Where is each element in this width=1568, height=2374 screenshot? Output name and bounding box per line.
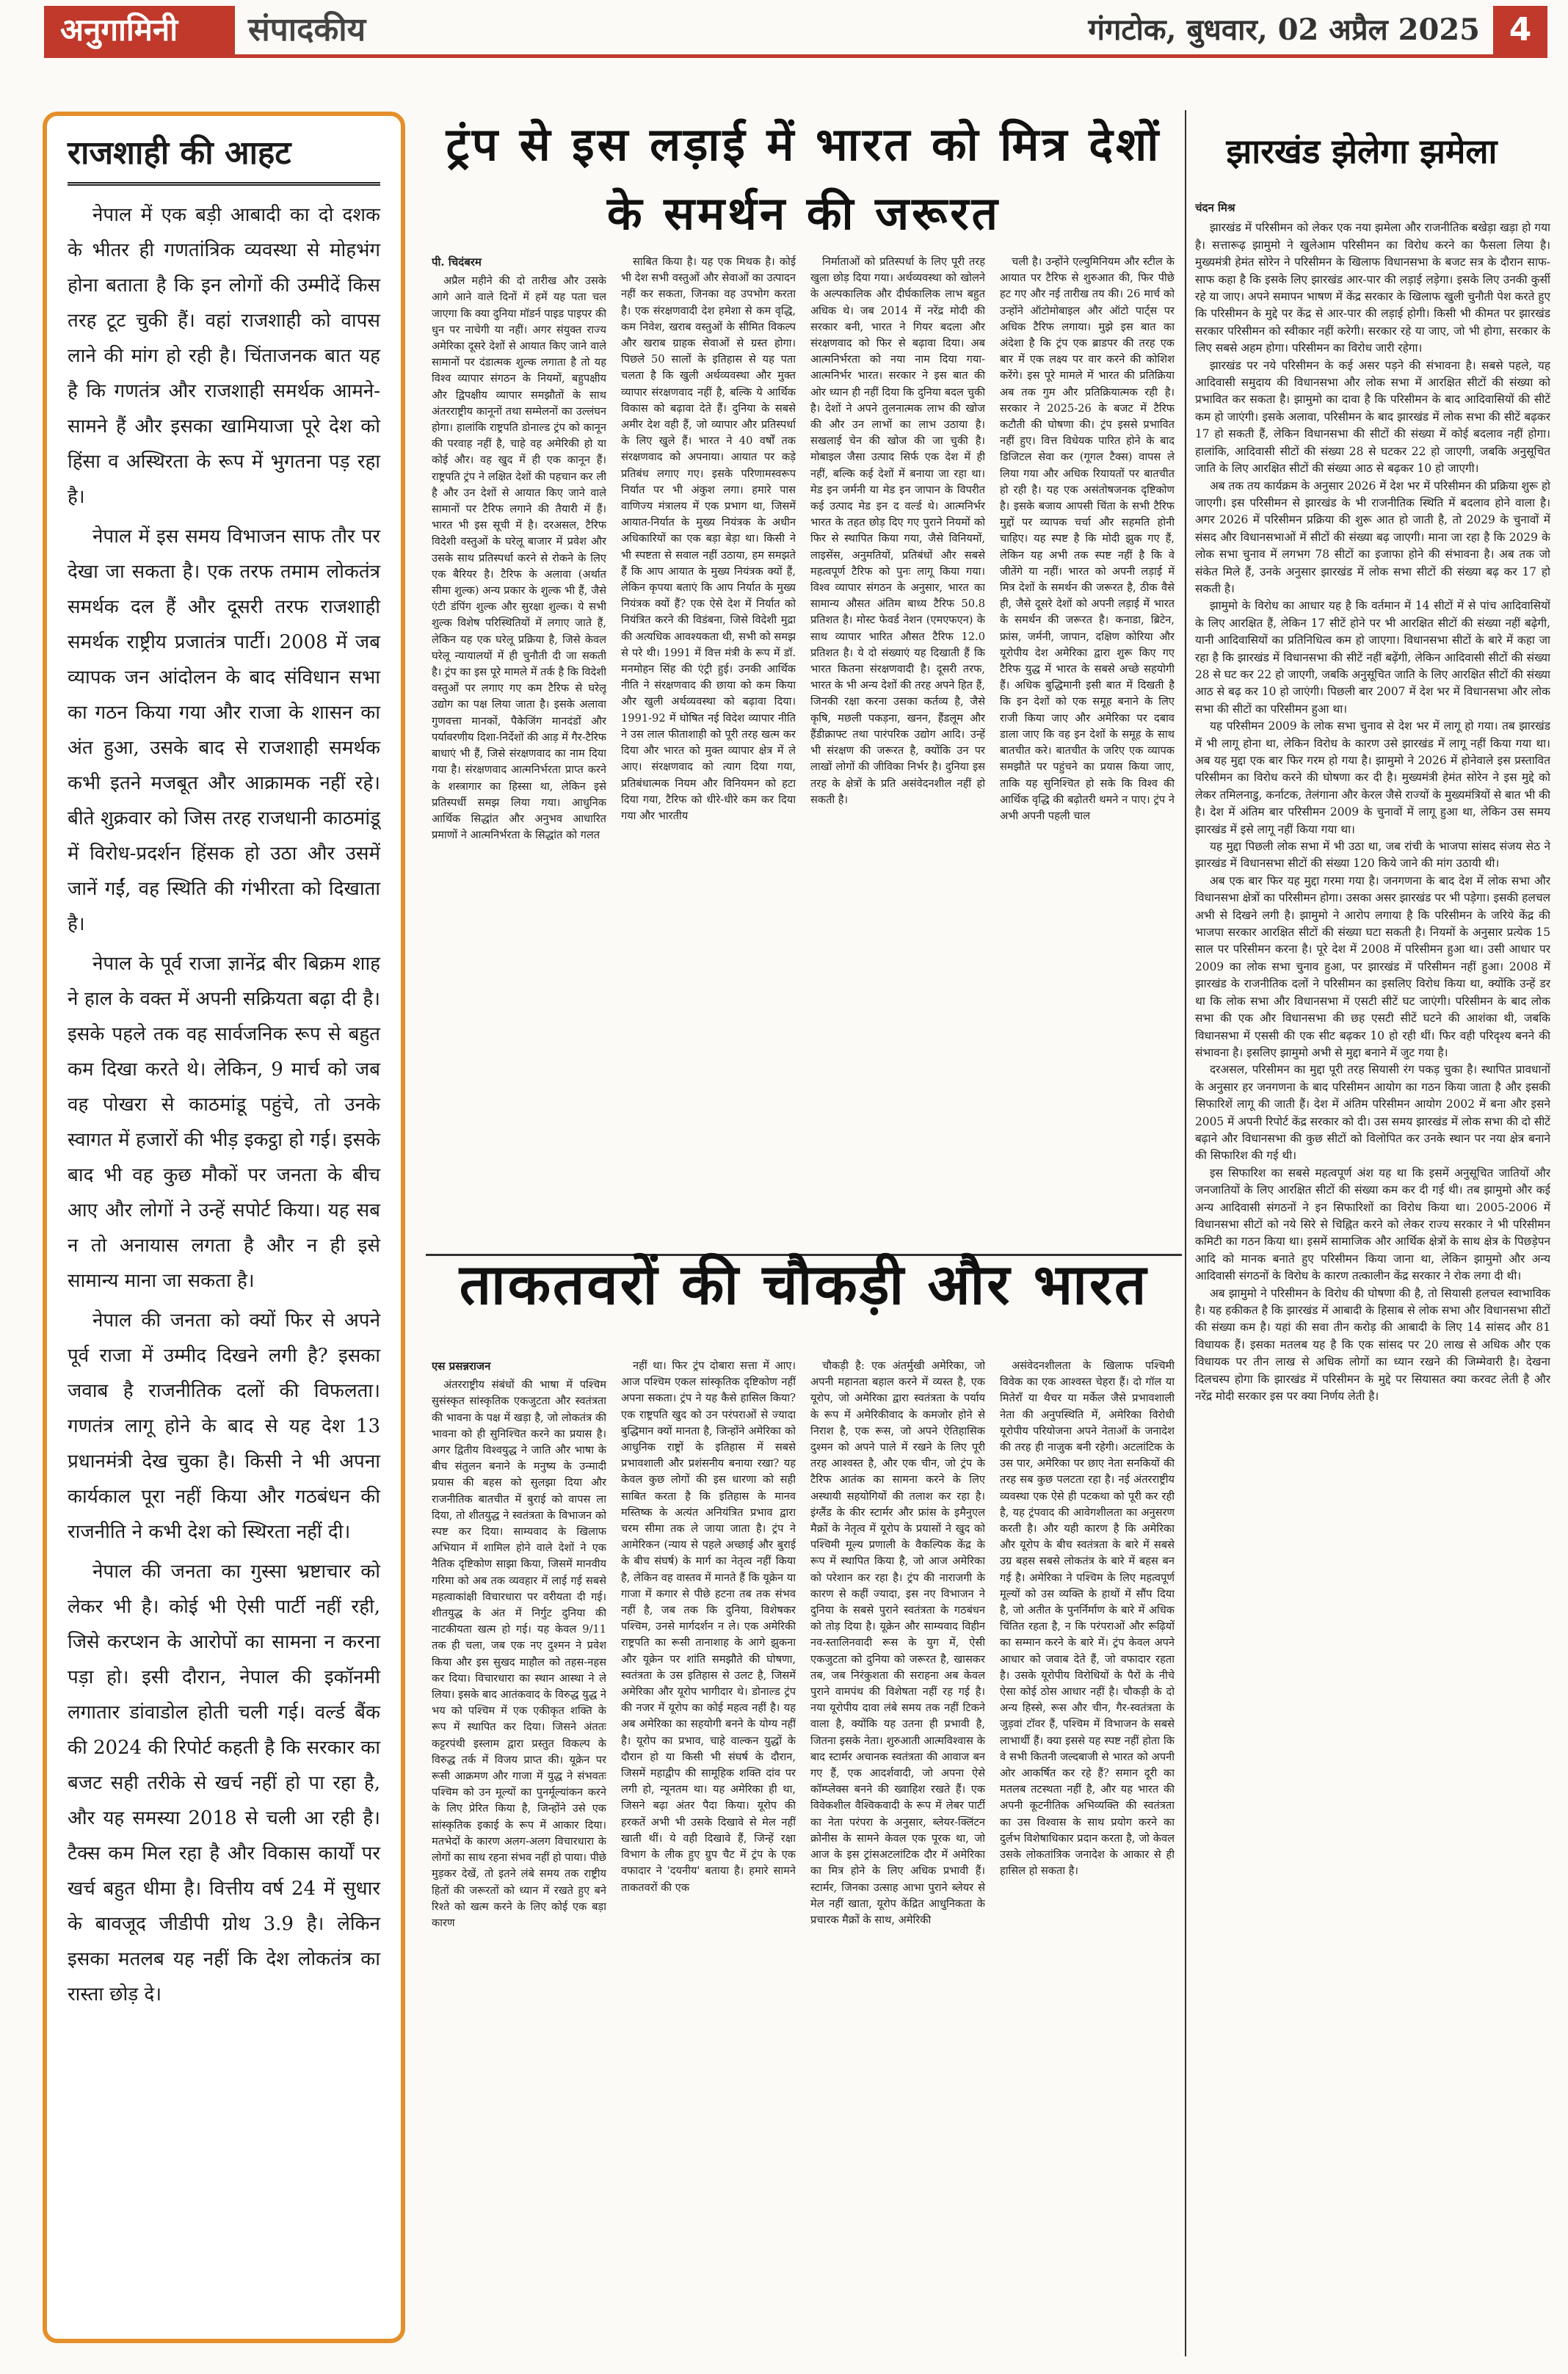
- right-article-paragraph: अब एक बार फिर यह मुद्दा गरमा गया है। जनगणना के बाद देश में लोक सभा और विधानसभा क्षेत्रों का परिसीमन होगा। उसका असर झारखंड पर भी पड़ेगा। इसकी हलचल अभी से दिखने लगी है। झामुमो ने आरोप लगाया है कि परिसीमन के जरिये केंद्र की भाजपा सरकार आरक्षित सीटों की संख्या घटा सकती है। नियमों के अनुसार प्रत्येक 15 साल पर परिसीमन करना है। पूरे देश में 2008 में परिसीमन हुआ था। उसी आधार पर 2009 का लोक सभा चुनाव हुआ, पर झारखंड में परिसीमन नहीं हुआ। 2008 में झारखंड के राजनीतिक दलों ने परिसीमन का इसलिए विरोध किया था, क्योंकि उन्हें डर था कि लोक सभा और विधानसभा में एसटी सीटें घट जाएंगी। परिसीमन के बाद लोक सभा की एक और विधानसभा की छह एसटी सीटें घटने की आशंका थी, जबकि विधानसभा में एससी की एक सीट बढ़कर 10 हो रही थीं। फिर वही परिदृश्य बनने की संभावना है। इसलिए झामुमो अभी से मुद्दा बनाने में जुट गया है।: [1195, 874, 1550, 1059]
- middle-article-byline: एस प्रसन्नराजन: [432, 1360, 491, 1373]
- top-article-column-3: [810, 254, 985, 1245]
- left-editorial-box: [43, 112, 405, 2343]
- middle-article-text: असंवेदनशीलता के खिलाफ पश्चिमी विवेक का एक आश्वस्त चेहरा हैं। दो गॉल या मितेरॉं या थैचर या मर्केल जैसे प्रभावशाली नेता की अनुपस्थिति में, अमेरिका विरोधी यूरोपीय परियोजना अपने नेताओं के जनादेश की तरह ही नाजुक बनी रहेगी। अटलांटिक के उस पार, अमेरिका पर छाए नेता सनकियों की तरह सब कुछ पलटता रहा है। नई अंतरराष्ट्रीय व्यवस्था एक ऐसे ही पटकथा को पूरी कर रही है, यह ट्रंपवाद की आवेगशीलता का अनुसरण करती है। और यही कारण है कि अमेरिका और यूरोप के बीच स्वतंत्रता के बारे में सबसे उग्र बहस सबसे लोकतंत्र के बारे में बहस बन गई है। अमेरिका ने पश्चिम के लिए महत्वपूर्ण मूल्यों को उस व्यक्ति के हाथों में सौंप दिया है, जो अतीत के पुनर्निर्माण के बारे में अधिक चिंतित रहता है, न कि परंपराओं और रूढ़ियों का सम्मान करने के बारे में। ट्रंप केवल अपने आधार को जवाब देते हैं, जो वफादार रहता है। उसके यूरोपीय विरोधियों के पैरों के नीचे ऐसा कोई ठोस आधार नहीं है। चौकड़ी के दो अन्य हिस्से, रूस और चीन, गैर-स्वतंत्रता के जुड़वां टॉवर हैं, पश्चिम में विभाजन के सबसे लाभार्थी हैं। क्या इससे यह स्पष्ट नहीं होता कि वे सभी कितनी जल्दबाजी से भारत को अपनी ओर आकर्षित कर रहे हैं? समान दूरी का मतलब तटस्थता नहीं है, और यह भारत की अपनी कूटनीतिक अभिव्यक्ति की स्वतंत्रता का उस विश्वास के साथ प्रयोग करने का दुर्लभ विशेषाधिकार प्रदान करता है, जो केवल उसके लोकतांत्रिक जनादेश के आकार से ही हासिल हो सकता है।: [1000, 1360, 1175, 1878]
- middle-article-headline: ताकतवरों की चौकड़ी और भारत: [459, 1252, 1149, 1317]
- page-number: 4: [1493, 6, 1547, 54]
- top-article-text: साबित किया है। यह एक मिथक है। कोई भी देश सभी वस्तुओं और सेवाओं का उत्पादन नहीं कर सकता, जिनका वह उपभोग करता है। एक संरक्षणवादी देश हमेशा से कम वृद्धि, कम निवेश, खराब वस्तुओं के सीमित विकल्प और खराब ग्राहक सेवाओं से ग्रस्त होगा। पिछले 50 सालों के इतिहास से यह पता चलता है कि खुली अर्थव्यवस्था और मुक्त व्यापार संरक्षणवाद नहीं है, बल्कि ये आर्थिक विकास को बढ़ावा देते हैं। दुनिया के सबसे अमीर देश वही हैं, जो व्यापार और प्रतिस्पर्धा के लिए खुले हैं। भारत ने 40 वर्षों तक संरक्षणवाद को अपनाया। आयात पर कड़े प्रतिबंध लगाए गए। इसके परिणामस्वरूप निर्यात पर भी अंकुश लगा। हमारे पास वाणिज्य मंत्रालय में एक प्रभाग था, जिसमें आयात-निर्यात के मुख्य नियंत्रक के अधीन अधिकारियों का एक बड़ा बेड़ा था। किसी ने भी स्पष्टता से सवाल नहीं उठाया, हम समझते हैं कि आप आयात के मुख्य नियंत्रक क्यों हैं, लेकिन कृपया बताएं कि आप निर्यात के मुख्य नियंत्रक क्यों हैं? एक ऐसे देश में निर्यात को नियंत्रित करने की विडंबना, जिसे विदेशी मुद्रा की अत्यधिक आवश्यकता थी, सभी को समझ से परे थी। 1991 में वित्त मंत्री के रूप में डॉ. मनमोहन सिंह की एंट्री हुई। उनकी आर्थिक नीति ने संरक्षणवाद की छाया को कम किया और खुली अर्थव्यवस्था को बढ़ावा दिया। 1991-92 में घोषित नई विदेश व्यापार नीति ने उस लाल फीताशाही को पूरी तरह खत्म कर दिया और भारत को मुक्त व्यापार क्षेत्र में ले आए। संरक्षणवाद को त्याग दिया गया, प्रतिबंधात्मक नियम और विनियमन को हटा दिया गया, टैरिफ को धीरे-धीरे कम कर दिया गया और भारतीय: [621, 255, 796, 822]
- top-article-text: चली है। उन्होंने एल्युमिनियम और स्टील के आयात पर टैरिफ से शुरुआत की, फिर पीछे हट गए और नई तारीख तय की। 26 मार्च को उन्होंने ऑटोमोबाइल और ऑटो पार्ट्स पर अधिक टैरिफ लगाया। मुझे इस बात का अंदेशा है कि ट्रंप एक ब्राडपर की तरह एक बार में एक लक्ष्य पर वार करने की कोशिश करेंगे। इस पूरे मामले में भारत की प्रतिक्रिया अब तक गुम और प्रतिक्रियात्मक रही है। सरकार ने 2025-26 के बजट में टैरिफ कटौती की घोषणा की। ट्रंप इससे प्रभावित नहीं हुए। वित्त विधेयक पारित होने के बाद डिजिटल सेवा कर (गूगल टैक्स) वापस ले लिया गया और अधिक रियायतों पर बातचीत हो रही है। यह एक असंतोषजनक दृष्टिकोण है। इसके बजाय आपसी चिंता के सभी टैरिफ मुद्दों पर व्यापक चर्चा और सहमति होनी चाहिए। यह स्पष्ट है कि मोदी झुक गए हैं, लेकिन यह अभी तक स्पष्ट नहीं है कि वे जीतेंगे या नहीं। भारत को अपनी लड़ाई में मित्र देशों के समर्थन की जरूरत है, ठीक वैसे ही, जैसे दूसरे देशों को अपनी लड़ाई में भारत के समर्थन की जरूरत है। कनाडा, ब्रिटेन, फ्रांस, जर्मनी, जापान, दक्षिण कोरिया और यूरोपीय देश अमेरिका द्वारा शुरू किए गए टैरिफ युद्ध में भारत के सबसे अच्छे सहयोगी हैं। अधिक बुद्धिमानी इसी बात में दिखती है कि इन देशों को एक समूह बनाने के लिए राजी किया जाए और अमेरिका पर दबाव डाला जाए कि वह इन देशों के समूह के साथ बातचीत करे। बातचीत के जरिए एक व्यापक समझौते पर पहुंचने का प्रयास किया जाए, ताकि यह सुनिश्चित हो सके कि विश्व की आर्थिक वृद्धि की बढ़ोतरी थमने न पाए। ट्रंप ने अभी अपनी पहली चाल: [1000, 255, 1175, 822]
- right-article-paragraph: यह मुद्दा पिछली लोक सभा में भी उठा था, जब रांची के भाजपा सांसद संजय सेठ ने झारखंड में विधानसभा सीटों की संख्या 120 किये जाने की मांग उठायी थी।: [1195, 840, 1550, 871]
- middle-article-column-4: [1000, 1358, 1175, 2364]
- column-rule: [1185, 110, 1186, 2356]
- middle-article-text: नहीं था। फिर ट्रंप दोबारा सत्ता में आए। आज पश्चिम एकल सांस्कृतिक दृष्टिकोण नहीं अपना सकता। ट्रंप ने यह कैसे हासिल किया? एक राष्ट्रपति खुद को उन परंपराओं से ज्यादा बुद्धिमान क्यों मानता है, जिन्होंने अमेरिका को आधुनिक राष्ट्रों के इतिहास में सबसे प्रभावशाली और प्रशंसनीय बनाया रखा? यह केवल कुछ लोगों की इस धारणा को सही साबित करता है कि इतिहास के मानव मस्तिष्क के अत्यंत अनियंत्रित प्रभाव द्वारा चरम सीमा तक ले जाया जाता है। ट्रंप ने आमेरिकन (न्याय से पहले अच्छाई और बुराई के बीच संघर्ष) के मार्ग का नेतृत्व नहीं किया है, लेकिन वह वास्तव में मानते हैं कि यूक्रेन या गाजा में कगार से पीछे हटना तब तक संभव नहीं है, जब तक कि दुनिया, विशेषकर पश्चिम, उनसे मार्गदर्शन न ले। एक अमेरिकी राष्ट्रपति का रूसी तानाशाह के आगे झुकना और यूक्रेन पर शांति समझौते की घोषणा, स्वतंत्रता के उस इतिहास से उलट है, जिसमें अमेरिका और यूरोप भागीदार थे। डोनाल्ड ट्रंप की नजर में यूरोप का कोई महत्व नहीं है। यह अब अमेरिका का सहयोगी बनने के योग्य नहीं है। यूरोप का प्रभाव, चाहे वाल्कन युद्धों के दौरान हो या किसी भी संघर्ष के दौरान, जिसमें महाद्वीप की सामूहिक शक्ति दांव पर लगी हो, न्यूनतम था। यह अमेरिका ही था, जिसने बढ़ा अंतर पैदा किया। यूरोप की हरकतें अभी भी उसके दिखावे से मेल नहीं खाती थीं। ये वही दिखावे हैं, जिन्हें रक्षा विभाग के लीक हुए ग्रुप चैट में ट्रंप के एक वफादार ने 'दयनीय' बताया है। हमारे सामने ताकतवरों की एक: [621, 1360, 796, 1894]
- right-article-body: [1195, 200, 1550, 2365]
- right-article-paragraph: दरअसल, परिसीमन का मुद्दा पूरी तरह सियासी रंग पकड़ चुका है। स्थापित प्रावधानों के अनुसार हर जनगणना के बाद परिसीमन आयोग का गठन किया जाता है और इसकी सिफारिशें लागू की जाती हैं। देश में अंतिम परिसीमन आयोग 2002 में बना और इसने 2005 में अपनी रिपोर्ट केंद्र सरकार को दी। उस समय झारखंड में लोक सभा की दो सीटें बढ़ाने और विधानसभा की कुछ सीटों को विलोपित कर उनके स्थान पर नया क्षेत्र बनाने की सिफारिश की गई थी।: [1195, 1063, 1550, 1163]
- top-article-text: निर्माताओं को प्रतिस्पर्धा के लिए पूरी तरह खुला छोड़ दिया गया। अर्थव्यवस्था को खोलने के अल्पकालिक और दीर्घकालिक लाभ बहुत अधिक थे। जब 2014 में नरेंद्र मोदी की सरकार बनी, भारत ने गियर बदला और संरक्षणवाद को फिर से बढ़ावा दिया। अब आत्मनिर्भरता को नया नाम दिया गया- आत्मनिर्भर भारत। सरकार ने इस बात की ओर ध्यान ही नहीं दिया कि दुनिया बदल चुकी है। देशों ने अपने तुलनात्मक लाभ की खोज की और उन लाभों का लाभ उठाया है। सखलाई चेन की खोज की जा चुकी है। मोबाइल जैसा उत्पाद सिर्फ एक देश में ही नहीं, बल्कि कई देशों में बनाया जा रहा था। मेड इन जर्मनी या मेड इन जापान के विपरीत कई उत्पाद मेड इन द वर्ल्ड थे। आत्मनिर्भर भारत के तहत छोड़ दिए गए पुराने नियमों को फिर से स्थापित किया गया, जैसे विनियमों, लाइसेंस, अनुमतियों, प्रतिबंधों और सबसे महत्वपूर्ण टैरिफ को पुनः लागू किया गया। विश्व व्यापार संगठन के अनुसार, भारत का सामान्य औसत अंतिम बाध्य टैरिफ 50.8 प्रतिशत है। मोस्ट फेवर्ड नेशन (एमएफएन) के साथ व्यापार भारित औसत टैरिफ 12.0 प्रतिशत है। ये दो संख्याएं यह दिखाती हैं कि भारत कितना संरक्षणवादी है। दूसरी तरफ, भारत के भी अन्य देशों की तरह अपने हित हैं, जिनकी रक्षा करना उसका कर्तव्य है, जैसे कृषि, मछली पकड़ना, खनन, हैंडलूम और हैंडीक्राफ्ट तथा पारंपरिक उद्योग आदि। उन्हें भी संरक्षण की जरूरत है, क्योंकि उन पर लाखों लोगों की जीविका निर्भर है। दुनिया इस तरह के क्षेत्रों के प्रति असंवेदनशील नहीं हो सकती है।: [810, 255, 985, 806]
- middle-article-text: अंतरराष्ट्रीय संबंधों की भाषा में पश्चिम सुसंस्कृत सांस्कृतिक एकजुटता और स्वतंत्रता की भावना के पक्ष में खड़ा है, जो लोकतंत्र की भावना को ही सुनिश्चित करने का प्रयास है। अगर द्वितीय विश्वयुद्ध ने जाति और भाषा के बीच संतुलन बनाने के मनुष्य के उन्मादी प्रयास की बहस को सुलझा दिया और राजनीतिक बातचीत में बुराई को वापस ला दिया, तो शीतयुद्ध ने स्वतंत्रता के विभाजन को स्पष्ट कर दिया। साम्यवाद के खिलाफ अभियान में शामिल होने वाले देशों ने एक नैतिक दृष्टिकोण साझा किया, जिसमें मानवीय गरिमा को अब तक व्यवहार में लाई गई सबसे महत्वाकांक्षी विचारधारा पर वरीयता दी गई। शीतयुद्ध के अंत में निर्गुट दुनिया की नाटकीयता खत्म हो गई। यह केवल 9/11 तक ही चला, जब एक नए दुश्मन ने प्रवेश किया और इस सुखद माहौल को तहस-नहस कर दिया। विचारधारा का स्थान आस्था ने ले लिया। इसके बाद आतंकवाद के विरुद्ध युद्ध ने भय को पश्चिम में एक एकीकृत शक्ति के रूप में स्थापित कर दिया। जिसने अंततः कट्टरपंथी इस्लाम द्वारा प्रस्तुत विकल्प के विरुद्ध तर्क में विजय प्राप्त की। यूक्रेन पर रूसी आक्रमण और गाजा में युद्ध ने संभवतः पश्चिम को उन मूल्यों का पुनर्मूल्यांकन करने के लिए प्रेरित किया है, जिन्होंने उसे एक सांस्कृतिक इकाई के रूप में आकार दिया। मतभेदों के कारण अलग-अलग विचारधारा के लोगों का साथ रहना संभव नहीं हो पाया। पीछे मुड़कर देखें, तो इतने लंबे समय तक राष्ट्रीय हितों की जरूरतों को ध्यान में रखते हुए बने रिश्ते को खत्म करने के लिए कोई एक बड़ा कारण: [432, 1379, 606, 1929]
- dateline: गंगटोक, बुधवार, 02 अप्रैल 2025: [1088, 12, 1480, 47]
- right-article-paragraph: अब तक तय कार्यक्रम के अनुसार 2026 में देश भर में परिसीमन की प्रक्रिया शुरू हो जाएगी। इस परिसीमन से झारखंड के भी राजनीतिक स्थिति में बदलाव होने वाला है। अगर 2026 में परिसीमन प्रक्रिया की शुरू आत हो जाती है, तो 2029 के चुनावों में संसद और विधानसभाओं में सीटों की संख्या बढ़ जाएगी। माना जा रहा है कि 2029 के लोक सभा चुनाव में लगभग 78 सीटों का इजाफा होने की संभावना है। अब तक जो संकेत मिले हैं, उनके अनुसार झारखंड में लोक सभा सीटों की संख्या बढ़ कर 17 हो सकती है।: [1195, 479, 1550, 595]
- middle-article-column-3: [810, 1358, 985, 2364]
- left-editorial-title: राजशाही की आहट: [68, 129, 380, 186]
- left-editorial-paragraph: नेपाल की जनता का गुस्सा भ्रष्टाचार को लेकर भी है। कोई भी ऐसी पार्टी नहीं रही, जिसे करप्शन के आरोपों का सामना न करना पड़ा हो। इसी दौरान, नेपाल की इकॉनमी लगातार डांवाडोल होती चली गई। वर्ल्ड बैंक की 2024 की रिपोर्ट कहती है कि सरकार का बजट सही तरीके से खर्च नहीं हो पा रहा है, और यह समस्या 2018 से चली आ रही है। टैक्स कम मिल रहा है और विकास कार्यों पर खर्च बहुत धीमा है। वित्तीय वर्ष 24 में सुधार के बावजूद जीडीपी ग्रोथ 3.9 है। लेकिन इसका मतलब यह नहीं कि देश लोकतंत्र का रास्ता छोड़ दे।: [68, 1561, 380, 2005]
- right-article-paragraph: झामुमो के विरोध का आधार यह है कि वर्तमान में 14 सीटों में से पांच आदिवासियों के लिए आरक्षित हैं, लेकिन 17 सीटें होने पर भी आरक्षित सीटों की संख्या नहीं बढ़ेगी, यानी आदिवासियों का प्रतिनिधित्व कम हो जाएगा। विधानसभा सीटों के बारे में कहा जा रहा है कि झारखंड में विधानसभा की सीटें नहीं बढ़ेंगी, लेकिन आदिवासी सीटों की संख्या 28 से घट कर 22 हो जाएगी, जबकि अनुसूचित जाति के लिए आरक्षित सीटों की संख्या आठ से बढ़ कर 10 हो जाएंगी। पिछली बार 2007 में देश भर में विधानसभा और लोक सभा की सीटों का परिसीमन हुआ था।: [1195, 599, 1550, 716]
- left-editorial-paragraph: नेपाल की जनता को क्यों फिर से अपने पूर्व राजा में उम्मीद दिखने लगी है? इसका जवाब है राजनीतिक दलों की विफलता। गणतंत्र लागू होने के बाद से यह देश 13 प्रधानमंत्री देख चुका है। किसी ने भी अपना कार्यकाल पूरा नहीं किया और गठबंधन की राजनीति ने कभी देश को स्थिरता नहीं दी।: [68, 1310, 380, 1543]
- top-article-text: अप्रैल महीने की दो तारीख और उसके आगे आने वाले दिनों में हमें यह पता चल जाएगा कि क्या दुनिया मॉडर्न पाइड पाइपर की धुन पर नाचेगी या नहीं। अगर संयुक्त राज्य अमेरिका दूसरे देशों से आयात किए जाने वाले सामानों पर दंडात्मक शुल्क लगाता है तो यह विश्व व्यापार संगठन के नियमों, बहुपक्षीय और द्विपक्षीय व्यापार समझौतों के साथ अंतरराष्ट्रीय कानूनों तथा सम्मेलनों का उल्लंघन होगा। हालांकि राष्ट्रपति डोनाल्ड ट्रंप को कानून की परवाह नहीं है, चाहे वह अमेरिकी हो या कोई और। वह खुद में ही एक कानून हैं। राष्ट्रपति ट्रंप ने लक्षित देशों की पहचान कर ली है और उन देशों से आयात किए जाने वाले सामानों पर टैरिफ लगाने की तैयारी में हैं। भारत भी इस सूची में है। दरअसल, टैरिफ विदेशी वस्तुओं के घरेलू बाजार में प्रवेश और उसके साथ प्रतिस्पर्धा करने से रोकने के लिए एक बैरियर है। टैरिफ के अलावा (अर्थात सीमा शुल्क) अन्य प्रकार के शुल्क भी हैं, जैसे एंटी डंपिंग शुल्क और सुरक्षा शुल्क। ये सभी शुल्क विशेष परिस्थितियों में लगाए जाते हैं, लेकिन यह एक घरेलू प्रक्रिया है, जिसे केवल घरेलू न्यायालयों में ही चुनौती दी जा सकती है। ट्रंप का इस पूरे मामले में तर्क है कि विदेशी वस्तुओं पर लगाए गए कम टैरिफ से घरेलू उद्योग का पक्ष लिया जाता है। इसके अलावा गुणवत्ता मानकों, पैकेजिंग मानदंडों और पर्यावरणीय दिशा-निर्देशों की आड़ में गैर-टैरिफ बाधाएं भी हैं, जिसे संरक्षणवाद का नाम दिया गया है। संरक्षणवाद आत्मनिर्भरता प्राप्त करने के शस्त्रागार का हिस्सा था, लेकिन इसे प्रतिस्पर्धी समझ लिया गया। आधुनिक आर्थिक सिद्धांत और अनुभव आधारित प्रमाणों ने आत्मनिर्भरता के सिद्धांत को गलत: [432, 275, 606, 842]
- top-article-byline: पी. चिदंबरम: [432, 255, 482, 269]
- newspaper-brand: अनुगामिनी: [44, 6, 235, 54]
- top-article-column-1: [432, 254, 606, 1245]
- left-editorial-paragraph: नेपाल में इस समय विभाजन साफ तौर पर देखा जा सकता है। एक तरफ तमाम लोकतंत्र समर्थक दल हैं और दूसरी तरफ राजशाही समर्थक राष्ट्रीय प्रजातंत्र पार्टी। 2008 में जब व्यापक जन आंदोलन के बाद संविधान सभा का गठन किया गया और राजा के शासन का अंत हुआ, उसके बाद से राजशाही समर्थक कभी इतने मजबूत और आक्रामक नहीं रहे। बीते शुक्रवार को जिस तरह राजधानी काठमांडू में विरोध-प्रदर्शन हिंसक हो उठा और उसमें जानें गईं, वह स्थिति की गंभीरता को दिखाता है।: [68, 526, 380, 935]
- right-article-paragraph: इस सिफारिश का सबसे महत्वपूर्ण अंश यह था कि इसमें अनुसूचित जातियों और जनजातियों के लिए आरक्षित सीटों की संख्या कम कर दी गई थी। तब झामुमो और कई अन्य आदिवासी संगठनों ने इन सिफारिशों का विरोध किया था। 2005-2006 में विधानसभा सीटों को नये सिरे से चिह्नित करने को लेकर राज्य सरकार ने भी परिसीमन कमिटी का गठन किया था। इसमें सामाजिक और आर्थिक क्षेत्रों के साथ क्षेत्र के पिछड़ेपन आदि को मानक बनाते हुए परिसीमन किया जाना था, लेकिन झामुमो और अन्य आदिवासी संगठनों के विरोध के कारण तत्कालीन केंद्र सरकार ने रोक लगा दी थी।: [1195, 1166, 1550, 1283]
- middle-article-column-1: [432, 1358, 606, 2364]
- section-title: संपादकीय: [248, 11, 366, 48]
- top-article-column-2: [621, 254, 796, 1245]
- middle-article-text: चौकड़ी है: एक अंतर्मुखी अमेरिका, जो अपनी महानता बहाल करने में व्यस्त है, एक यूरोप, जो अमेरिका द्वारा स्वतंत्रता के पर्याय के रूप में अमेरिकीवाद के कमजोर होने से निराश है, एक रूस, जो अपने ऐतिहासिक दुश्मन को अपने पाले में रखने के लिए पूरी तरह आश्वस्त है, और एक चीन, जो ट्रंप के टैरिफ आतंक का सामना करने के लिए अस्थायी सहयोगियों की तलाश कर रहा है। इंग्लैंड के कीर स्टार्मर और फ्रांस के इमैनुएल मैक्रों के नेतृत्व में यूरोप के प्रयासों ने खुद को पश्चिमी मूल्य प्रणाली के वैकल्पिक केंद्र के रूप में स्थापित किया है, जो आज अमेरिका को परेशान कर रहा है। ट्रंप की नाराजगी के कारण से कहीं ज्यादा, इस नए विभाजन ने दुनिया के सबसे पुराने स्वतंत्रता के गठबंधन को तोड़ दिया है। यूक्रेन और साम्यवाद विहीन नव-स्तालिनवादी रूस के युग में, ऐसी एकजुटता को दुनिया को जरूरत है, खासकर तब, जब निरंकुशता की सराहना अब केवल पुराने वामपंथ की विशेषता नहीं रह गई है। नया यूरोपीय दावा लंबे समय तक नहीं टिकने वाला है, क्योंकि यह उतना ही प्रभावी है, जितना इसके नेता। शुरुआती आत्मविश्वास के बाद स्टार्मर अचानक स्वतंत्रता की आवाज बन गए हैं, एक आदर्शवादी, जो अपना ऐसे कॉम्प्लेक्स बनने की ख्वाहिश रखते हैं। एक विवेकशील वैश्विकवादी के रूप में लेबर पार्टी का नेता परंपरा के अनुसार, ब्लेयर-क्लिंटन क्रोनीस के सामने केवल एक पूरक था, जो आज के इस ट्रांसअटलांटिक दौर में अमेरिका का मित्र होने के लिए अधिक प्रभावी हैं। स्टार्मर, जिनका उत्साह आभा पुराने ब्लेयर से मेल नहीं खाता, यूरोप केंद्रित आधुनिकता के प्रचारक मैक्रों के साथ, अमेरिकी: [810, 1360, 985, 1926]
- masthead-rule: [44, 54, 1547, 58]
- right-article-byline: चंदन मिश्र: [1195, 201, 1235, 214]
- middle-article-column-2: [621, 1358, 796, 2364]
- right-article-paragraph: यह परिसीमन 2009 के लोक सभा चुनाव से देश भर में लागू हो गया। तब झारखंड में भी लागू होना था, लेकिन विरोध के कारण उसे झारखंड में लागू नहीं किया गया था। अब यह मुद्दा एक बार फिर गरम हो गया है। झामुमो ने 2026 में होनेवाले इस प्रस्तावित परिसीमन का विरोध करने की घोषणा कर दी है। मुख्यमंत्री हेमंत सोरेन ने इस मुद्दे को लेकर तमिलनाडु, कर्नाटक, तेलंगाना और केरल जैसे राज्यों के मुख्यमंत्रियों से बात भी की है। देश में अंतिम बार परिसीमन 2009 के चुनावों में लागू हुआ था, लेकिन उस समय झारखंड में इसे लागू नहीं किया गया था।: [1195, 719, 1550, 836]
- right-article-paragraph: झारखंड में परिसीमन को लेकर एक नया झमेला और राजनीतिक बखेड़ा खड़ा हो गया है। सत्तारूढ़ झामुमो ने खुलेआम परिसीमन का विरोध करने का फैसला लिया है। मुख्यमंत्री हेमंत सोरेन ने परिसीमन के खिलाफ विधानसभा के बजट सत्र के दौरान साफ-साफ कहा है कि इसके लिए झारखंड आर-पार की लड़ाई लड़ेगा। इसके लिए उनकी कुर्सी रहे या जाए। अपने समापन भाषण में केंद्र सरकार के खिलाफ खुली चुनौती पेश करते हुए कि परिसीमन के मुद्दे पर केंद्र से आर-पार की लड़ाई होगी। किसी भी कीमत पर झारखंड सरकार परिसीमन को स्वीकार नहीं करेगी। सरकार रहे या जाए, जो भी होगा, सरकार के लिए सबसे अहम होगा। परिसीमन का विरोध जारी रहेगा।: [1195, 221, 1550, 355]
- top-article-headline: ट्रंप से इस लड़ाई में भारत को मित्र देशों के समर्थन की जरूरत: [446, 117, 1162, 240]
- left-editorial-paragraph: नेपाल के पूर्व राजा ज्ञानेंद्र बीर बिक्रम शाह ने हाल के वक्त में अपनी सक्रियता बढ़ा दी है। इसके पहले तक वह सार्वजनिक रूप से बहुत कम दिखा करते थे। लेकिन, 9 मार्च को जब वह पोखरा से काठमांडू पहुंचे, तो उनके स्वागत में हजारों की भीड़ इकट्ठा हो गई। इसके बाद भी वह कुछ मौकों पर जनता के बीच आए और लोगों ने उन्हें सपोर्ट किया। यह सब न तो अनायास लगता है और न ही इसे सामान्य माना जा सकता है।: [68, 953, 380, 1292]
- right-article-headline: झारखंड झेलेगा झमेला: [1226, 131, 1498, 171]
- left-editorial-paragraph: नेपाल में एक बड़ी आबादी का दो दशक के भीतर ही गणतांत्रिक व्यवस्था से मोहभंग होना बताता है कि इन लोगों की उम्मीदें किस तरह टूट चुकी हैं। वहां राजशाही को वापस लाने की मांग हो रही है। चिंताजनक बात यह है कि गणतंत्र और राजशाही समर्थक आमने-सामने हैं और इसका खामियाजा पूरे देश को हिंसा व अस्थिरता के रूप में भुगतना पड़ रहा है।: [68, 204, 380, 508]
- right-article-paragraph: अब झामुमो ने परिसीमन के विरोध की घोषणा की है, तो सियासी हलचल स्वाभाविक है। यह हकीकत है कि झारखंड में आबादी के हिसाब से लोक सभा और विधानसभा सीटों की संख्या कम है। यहां की सवा तीन करोड़ की आबादी के लिए 14 सांसद और 81 विधायक हैं। इसका मतलब यह है कि एक सांसद पर 20 लाख से अधिक और एक विधायक पर तीन लाख से अधिक लोगों का ध्यान रखने की जिम्मेवारी है। देखना दिलचस्प होगा कि झारखंड में परिसीमन के मुद्दे पर सियासत क्या करवट लेती है और नरेंद्र मोदी सरकार इस पर क्या निर्णय लेती है।: [1195, 1286, 1550, 1404]
- top-article-column-4: [1000, 254, 1175, 1245]
- right-article-paragraph: झारखंड पर नये परिसीमन के कई असर पड़ने की संभावना है। सबसे पहले, यह आदिवासी समुदाय की विधानसभा और लोक सभा में आरक्षित सीटों की संख्या को प्रभावित कर सकता है। झामुमो का दावा है कि परिसीमन के बाद आदिवासियों की सीटें कम हो जाएंगी। इसके अलावा, परिसीमन के बाद झारखंड में लोक सभा की सीटें बढ़कर 17 हो सकती हैं, लेकिन विधानसभा की सीटों की संख्या में कोई बदलाव नहीं होगा। हालांकि, आदिवासी सीटों की संख्या 28 से घटकर 22 हो जाएगी, जबकि अनुसूचित जाति के लिए आरक्षित सीटों की संख्या आठ से बढ़कर 10 हो जाएगी।: [1195, 358, 1550, 476]
